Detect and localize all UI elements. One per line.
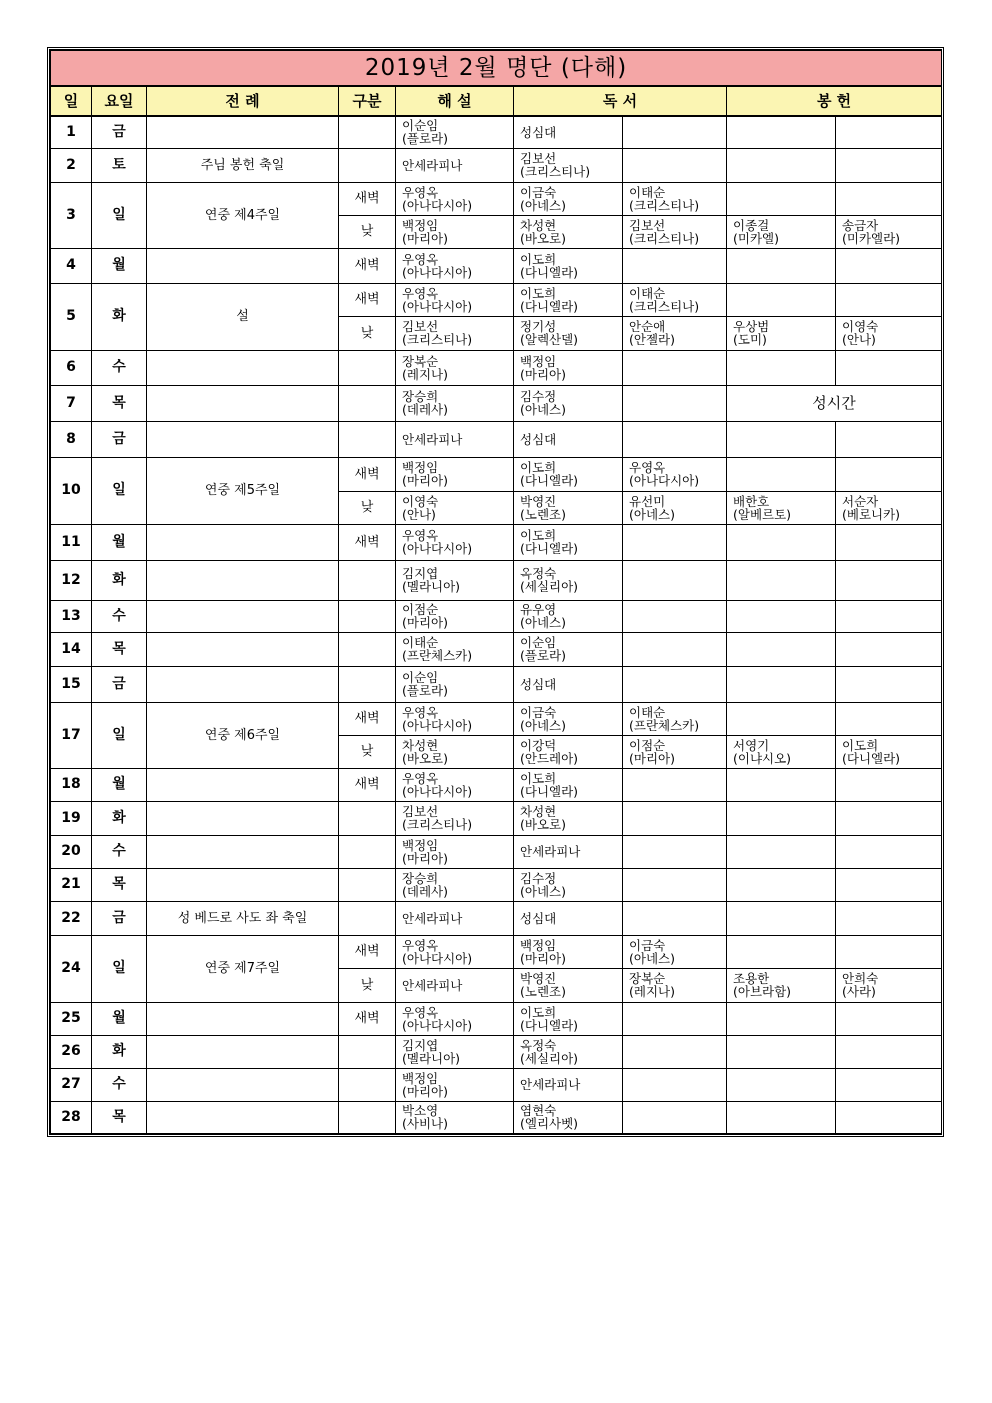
weekday-cell: 수 [92, 1068, 147, 1101]
commentary-cell: 이점순 (마리아) [396, 600, 514, 632]
liturgy-cell [147, 350, 339, 385]
commentary-cell: 장승희 (데레사) [396, 868, 514, 901]
day-cell: 28 [51, 1101, 92, 1133]
offering-cell [727, 560, 836, 600]
day-cell: 14 [51, 632, 92, 666]
reading-cell [623, 801, 727, 835]
liturgy-cell [147, 385, 339, 421]
liturgy-cell [147, 1035, 339, 1068]
weekday-cell: 금 [92, 666, 147, 702]
commentary-cell: 우영옥 (아나다시아) [396, 283, 514, 316]
offering-cell: 우상범 (도미) [727, 316, 836, 350]
liturgy-cell [147, 632, 339, 666]
liturgy-cell [147, 421, 339, 457]
offering-cell: 안희숙 (사라) [836, 968, 942, 1002]
offering-cell [727, 935, 836, 968]
offering-cell [836, 1035, 942, 1068]
offering-cell [836, 350, 942, 385]
liturgy-cell [147, 1101, 339, 1133]
reading-cell [623, 1035, 727, 1068]
commentary-cell: 차성현 (바오로) [396, 735, 514, 768]
commentary-cell: 백정임 (마리아) [396, 457, 514, 491]
offering-cell: 서순자 (베로니카) [836, 491, 942, 524]
reading-cell: 장복순 (레지나) [623, 968, 727, 1002]
weekday-cell: 일 [92, 457, 147, 524]
offering-cell: 이영숙 (안나) [836, 316, 942, 350]
offering-cell: 이종걸 (미카엘) [727, 215, 836, 248]
reading-cell: 성심대 [514, 116, 623, 148]
table-row [51, 702, 942, 735]
weekday-cell: 월 [92, 248, 147, 283]
reading-cell [623, 248, 727, 283]
liturgy-cell: 성 베드로 사도 좌 축일 [147, 901, 339, 935]
weekday-cell: 목 [92, 1101, 147, 1133]
reading-cell: 김수정 (아네스) [514, 385, 623, 421]
slot-cell: 새벽 [339, 768, 396, 801]
commentary-cell: 우영옥 (아나다시아) [396, 935, 514, 968]
table-row [51, 1101, 942, 1133]
table-row [51, 350, 942, 385]
liturgy-cell [147, 600, 339, 632]
liturgy-cell [147, 801, 339, 835]
reading-cell [623, 868, 727, 901]
reading-cell: 안세라피나 [514, 835, 623, 868]
liturgy-cell [147, 768, 339, 801]
slot-cell [339, 350, 396, 385]
commentary-cell: 김지엽 (멜라니아) [396, 1035, 514, 1068]
offering-cell [727, 457, 836, 491]
day-cell: 20 [51, 835, 92, 868]
offering-cell: 서영기 (이냐시오) [727, 735, 836, 768]
slot-cell: 낮 [339, 316, 396, 350]
slot-cell: 낮 [339, 491, 396, 524]
reading-cell: 안순애 (안젤라) [623, 316, 727, 350]
header-reading: 독 서 [514, 86, 727, 116]
reading-cell: 이금숙 (아네스) [514, 702, 623, 735]
commentary-cell: 이순임 (플로라) [396, 116, 514, 148]
table-row [51, 868, 942, 901]
liturgy-cell [147, 116, 339, 148]
slot-cell: 새벽 [339, 248, 396, 283]
reading-cell: 김보선 (크리스티나) [623, 215, 727, 248]
weekday-cell: 화 [92, 1035, 147, 1068]
day-cell: 21 [51, 868, 92, 901]
reading-cell: 백정임 (마리아) [514, 350, 623, 385]
liturgy-cell [147, 666, 339, 702]
reading-cell: 이금숙 (아네스) [623, 935, 727, 968]
reading-cell [623, 600, 727, 632]
weekday-cell: 금 [92, 116, 147, 148]
reading-cell: 성심대 [514, 421, 623, 457]
table-row [51, 283, 942, 316]
commentary-cell: 이순임 (플로라) [396, 666, 514, 702]
offering-cell [727, 901, 836, 935]
weekday-cell: 토 [92, 148, 147, 182]
day-cell: 11 [51, 524, 92, 560]
offering-cell [836, 632, 942, 666]
commentary-cell: 이영숙 (안나) [396, 491, 514, 524]
commentary-cell: 김지엽 (멜라니아) [396, 560, 514, 600]
commentary-cell: 안세라피나 [396, 968, 514, 1002]
slot-cell [339, 1101, 396, 1133]
reading-cell: 옥정숙 (세실리아) [514, 560, 623, 600]
offering-cell [727, 248, 836, 283]
slot-cell [339, 600, 396, 632]
commentary-cell: 백정임 (마리아) [396, 1068, 514, 1101]
page-title: 2019년 2월 명단 (다해) [51, 51, 942, 87]
slot-cell [339, 385, 396, 421]
reading-cell: 성심대 [514, 901, 623, 935]
header-weekday: 요일 [92, 86, 147, 116]
reading-cell: 이도희 (다니엘라) [514, 283, 623, 316]
reading-cell: 이태순 (크리스티나) [623, 182, 727, 215]
liturgy-cell [147, 560, 339, 600]
weekday-cell: 수 [92, 600, 147, 632]
liturgy-cell [147, 868, 339, 901]
day-cell: 27 [51, 1068, 92, 1101]
commentary-cell: 우영옥 (아나다시아) [396, 1002, 514, 1035]
table-row [51, 421, 942, 457]
weekday-cell: 일 [92, 702, 147, 768]
reading-cell: 이강덕 (안드레아) [514, 735, 623, 768]
reading-cell: 이도희 (다니엘라) [514, 248, 623, 283]
commentary-cell: 우영옥 (아나다시아) [396, 524, 514, 560]
slot-cell [339, 1035, 396, 1068]
liturgy-cell: 연중 제5주일 [147, 457, 339, 524]
liturgy-cell: 연중 제4주일 [147, 182, 339, 248]
header-commentary: 해 설 [396, 86, 514, 116]
reading-cell: 이순임 (플로라) [514, 632, 623, 666]
weekday-cell: 화 [92, 560, 147, 600]
reading-cell [623, 835, 727, 868]
commentary-cell: 우영옥 (아나다시아) [396, 248, 514, 283]
reading-cell: 이도희 (다니엘라) [514, 768, 623, 801]
table-row [51, 248, 942, 283]
day-cell: 24 [51, 935, 92, 1002]
offering-cell [727, 1068, 836, 1101]
weekday-cell: 금 [92, 421, 147, 457]
commentary-cell: 백정임 (마리아) [396, 835, 514, 868]
offering-cell [836, 666, 942, 702]
reading-cell [623, 768, 727, 801]
reading-cell [623, 901, 727, 935]
reading-cell [623, 385, 727, 421]
weekday-cell: 금 [92, 901, 147, 935]
day-cell: 3 [51, 182, 92, 248]
offering-cell [836, 1101, 942, 1133]
table-row [51, 116, 942, 148]
table-row [51, 666, 942, 702]
commentary-cell: 박소영 (사비나) [396, 1101, 514, 1133]
table-row [51, 148, 942, 182]
reading-cell [623, 148, 727, 182]
reading-cell: 차성현 (바오로) [514, 801, 623, 835]
reading-cell [623, 1068, 727, 1101]
offering-cell: 이도희 (다니엘라) [836, 735, 942, 768]
day-cell: 12 [51, 560, 92, 600]
offering-cell [836, 901, 942, 935]
commentary-cell: 이태순 (프란체스카) [396, 632, 514, 666]
slot-cell: 새벽 [339, 524, 396, 560]
header-liturgy: 전 례 [147, 86, 339, 116]
offering-cell [836, 148, 942, 182]
reading-cell: 김수정 (아네스) [514, 868, 623, 901]
slot-cell [339, 560, 396, 600]
weekday-cell: 월 [92, 768, 147, 801]
offering-cell [836, 421, 942, 457]
table-row [51, 182, 942, 215]
offering-cell [727, 632, 836, 666]
offering-cell [727, 421, 836, 457]
reading-cell: 유선미 (아네스) [623, 491, 727, 524]
reading-cell: 유우영 (아네스) [514, 600, 623, 632]
offering-cell [727, 666, 836, 702]
reading-cell: 이태순 (프란체스카) [623, 702, 727, 735]
offering-cell [836, 801, 942, 835]
reading-cell: 차성현 (바오로) [514, 215, 623, 248]
table-row [51, 768, 942, 801]
offering-cell [836, 1002, 942, 1035]
offering-cell: 성시간 [727, 385, 942, 421]
liturgy-cell [147, 248, 339, 283]
weekday-cell: 목 [92, 385, 147, 421]
commentary-cell: 안세라피나 [396, 148, 514, 182]
offering-cell [727, 600, 836, 632]
schedule-sheet [47, 47, 944, 1137]
header-offering: 봉 헌 [727, 86, 942, 116]
liturgy-cell [147, 1002, 339, 1035]
day-cell: 1 [51, 116, 92, 148]
weekday-cell: 일 [92, 935, 147, 1002]
offering-cell [836, 835, 942, 868]
reading-cell: 이금숙 (아네스) [514, 182, 623, 215]
day-cell: 13 [51, 600, 92, 632]
offering-cell [727, 283, 836, 316]
reading-cell: 이도희 (다니엘라) [514, 457, 623, 491]
reading-cell: 성심대 [514, 666, 623, 702]
day-cell: 26 [51, 1035, 92, 1068]
reading-cell [623, 666, 727, 702]
table-row [51, 632, 942, 666]
liturgy-cell: 연중 제6주일 [147, 702, 339, 768]
liturgy-cell [147, 1068, 339, 1101]
commentary-cell: 우영옥 (아나다시아) [396, 768, 514, 801]
table-row [51, 1002, 942, 1035]
offering-cell [836, 702, 942, 735]
reading-cell: 김보선 (크리스티나) [514, 148, 623, 182]
reading-cell [623, 524, 727, 560]
day-cell: 10 [51, 457, 92, 524]
table-row [51, 835, 942, 868]
offering-cell [727, 1035, 836, 1068]
liturgy-cell: 설 [147, 283, 339, 350]
day-cell: 5 [51, 283, 92, 350]
table-row [51, 385, 942, 421]
offering-cell [836, 868, 942, 901]
offering-cell [727, 182, 836, 215]
reading-cell [623, 421, 727, 457]
table-row [51, 801, 942, 835]
table-row [51, 1035, 942, 1068]
commentary-cell: 우영옥 (아나다시아) [396, 702, 514, 735]
reading-cell [623, 350, 727, 385]
reading-cell: 이점순 (마리아) [623, 735, 727, 768]
reading-cell: 안세라피나 [514, 1068, 623, 1101]
reading-cell: 이도희 (다니엘라) [514, 524, 623, 560]
commentary-cell: 우영옥 (아나다시아) [396, 182, 514, 215]
reading-cell: 정기성 (알렉산델) [514, 316, 623, 350]
reading-cell: 박영진 (노렌조) [514, 968, 623, 1002]
header-day: 일 [51, 86, 92, 116]
day-cell: 8 [51, 421, 92, 457]
reading-cell [623, 632, 727, 666]
schedule-table [50, 50, 942, 1134]
weekday-cell: 수 [92, 350, 147, 385]
offering-cell [727, 1002, 836, 1035]
reading-cell [623, 1002, 727, 1035]
weekday-cell: 화 [92, 801, 147, 835]
offering-cell [836, 248, 942, 283]
day-cell: 19 [51, 801, 92, 835]
slot-cell [339, 901, 396, 935]
liturgy-cell: 주님 봉헌 축일 [147, 148, 339, 182]
reading-cell [623, 560, 727, 600]
day-cell: 2 [51, 148, 92, 182]
commentary-cell: 안세라피나 [396, 901, 514, 935]
commentary-cell: 김보선 (크리스티나) [396, 801, 514, 835]
weekday-cell: 목 [92, 632, 147, 666]
slot-cell [339, 148, 396, 182]
table-row [51, 457, 942, 491]
slot-cell: 새벽 [339, 283, 396, 316]
day-cell: 17 [51, 702, 92, 768]
offering-cell [727, 868, 836, 901]
offering-cell: 송금자 (미카엘라) [836, 215, 942, 248]
liturgy-cell [147, 835, 339, 868]
weekday-cell: 일 [92, 182, 147, 248]
slot-cell: 새벽 [339, 457, 396, 491]
weekday-cell: 월 [92, 524, 147, 560]
slot-cell: 새벽 [339, 182, 396, 215]
weekday-cell: 수 [92, 835, 147, 868]
day-cell: 22 [51, 901, 92, 935]
offering-cell [727, 116, 836, 148]
slot-cell [339, 801, 396, 835]
reading-cell: 우영옥 (아나다시아) [623, 457, 727, 491]
slot-cell: 새벽 [339, 702, 396, 735]
slot-cell [339, 835, 396, 868]
day-cell: 7 [51, 385, 92, 421]
offering-cell [836, 116, 942, 148]
commentary-cell: 장복순 (레지나) [396, 350, 514, 385]
offering-cell [727, 702, 836, 735]
slot-cell [339, 666, 396, 702]
weekday-cell: 화 [92, 283, 147, 350]
slot-cell: 새벽 [339, 1002, 396, 1035]
offering-cell: 배한호 (알베르토) [727, 491, 836, 524]
offering-cell [836, 524, 942, 560]
table-row [51, 600, 942, 632]
slot-cell [339, 868, 396, 901]
slot-cell: 낮 [339, 968, 396, 1002]
table-row [51, 1068, 942, 1101]
table-row [51, 524, 942, 560]
liturgy-cell [147, 524, 339, 560]
offering-cell [727, 768, 836, 801]
header-slot: 구분 [339, 86, 396, 116]
reading-cell: 이태순 (크리스티나) [623, 283, 727, 316]
commentary-cell: 김보선 (크리스티나) [396, 316, 514, 350]
day-cell: 6 [51, 350, 92, 385]
commentary-cell: 안세라피나 [396, 421, 514, 457]
day-cell: 15 [51, 666, 92, 702]
reading-cell: 이도희 (다니엘라) [514, 1002, 623, 1035]
slot-cell: 새벽 [339, 935, 396, 968]
offering-cell [727, 524, 836, 560]
day-cell: 4 [51, 248, 92, 283]
slot-cell [339, 632, 396, 666]
reading-cell [623, 1101, 727, 1133]
offering-cell [836, 600, 942, 632]
offering-cell [836, 560, 942, 600]
reading-cell: 박영진 (노렌조) [514, 491, 623, 524]
table-row [51, 560, 942, 600]
slot-cell: 낮 [339, 215, 396, 248]
slot-cell [339, 421, 396, 457]
commentary-cell: 장승희 (데레사) [396, 385, 514, 421]
reading-cell: 옥정숙 (세실리아) [514, 1035, 623, 1068]
weekday-cell: 목 [92, 868, 147, 901]
day-cell: 18 [51, 768, 92, 801]
weekday-cell: 월 [92, 1002, 147, 1035]
table-row [51, 901, 942, 935]
commentary-cell: 백정임 (마리아) [396, 215, 514, 248]
offering-cell [727, 835, 836, 868]
offering-cell: 조용한 (아브라함) [727, 968, 836, 1002]
offering-cell [727, 801, 836, 835]
offering-cell [836, 935, 942, 968]
slot-cell [339, 116, 396, 148]
offering-cell [727, 350, 836, 385]
reading-cell [623, 116, 727, 148]
offering-cell [836, 457, 942, 491]
offering-cell [727, 148, 836, 182]
table-row [51, 935, 942, 968]
reading-cell: 염현숙 (엘리사벳) [514, 1101, 623, 1133]
reading-cell: 백정임 (마리아) [514, 935, 623, 968]
day-cell: 25 [51, 1002, 92, 1035]
slot-cell: 낮 [339, 735, 396, 768]
offering-cell [836, 1068, 942, 1101]
offering-cell [836, 283, 942, 316]
offering-cell [727, 1101, 836, 1133]
offering-cell [836, 768, 942, 801]
offering-cell [836, 182, 942, 215]
liturgy-cell: 연중 제7주일 [147, 935, 339, 1002]
slot-cell [339, 1068, 396, 1101]
